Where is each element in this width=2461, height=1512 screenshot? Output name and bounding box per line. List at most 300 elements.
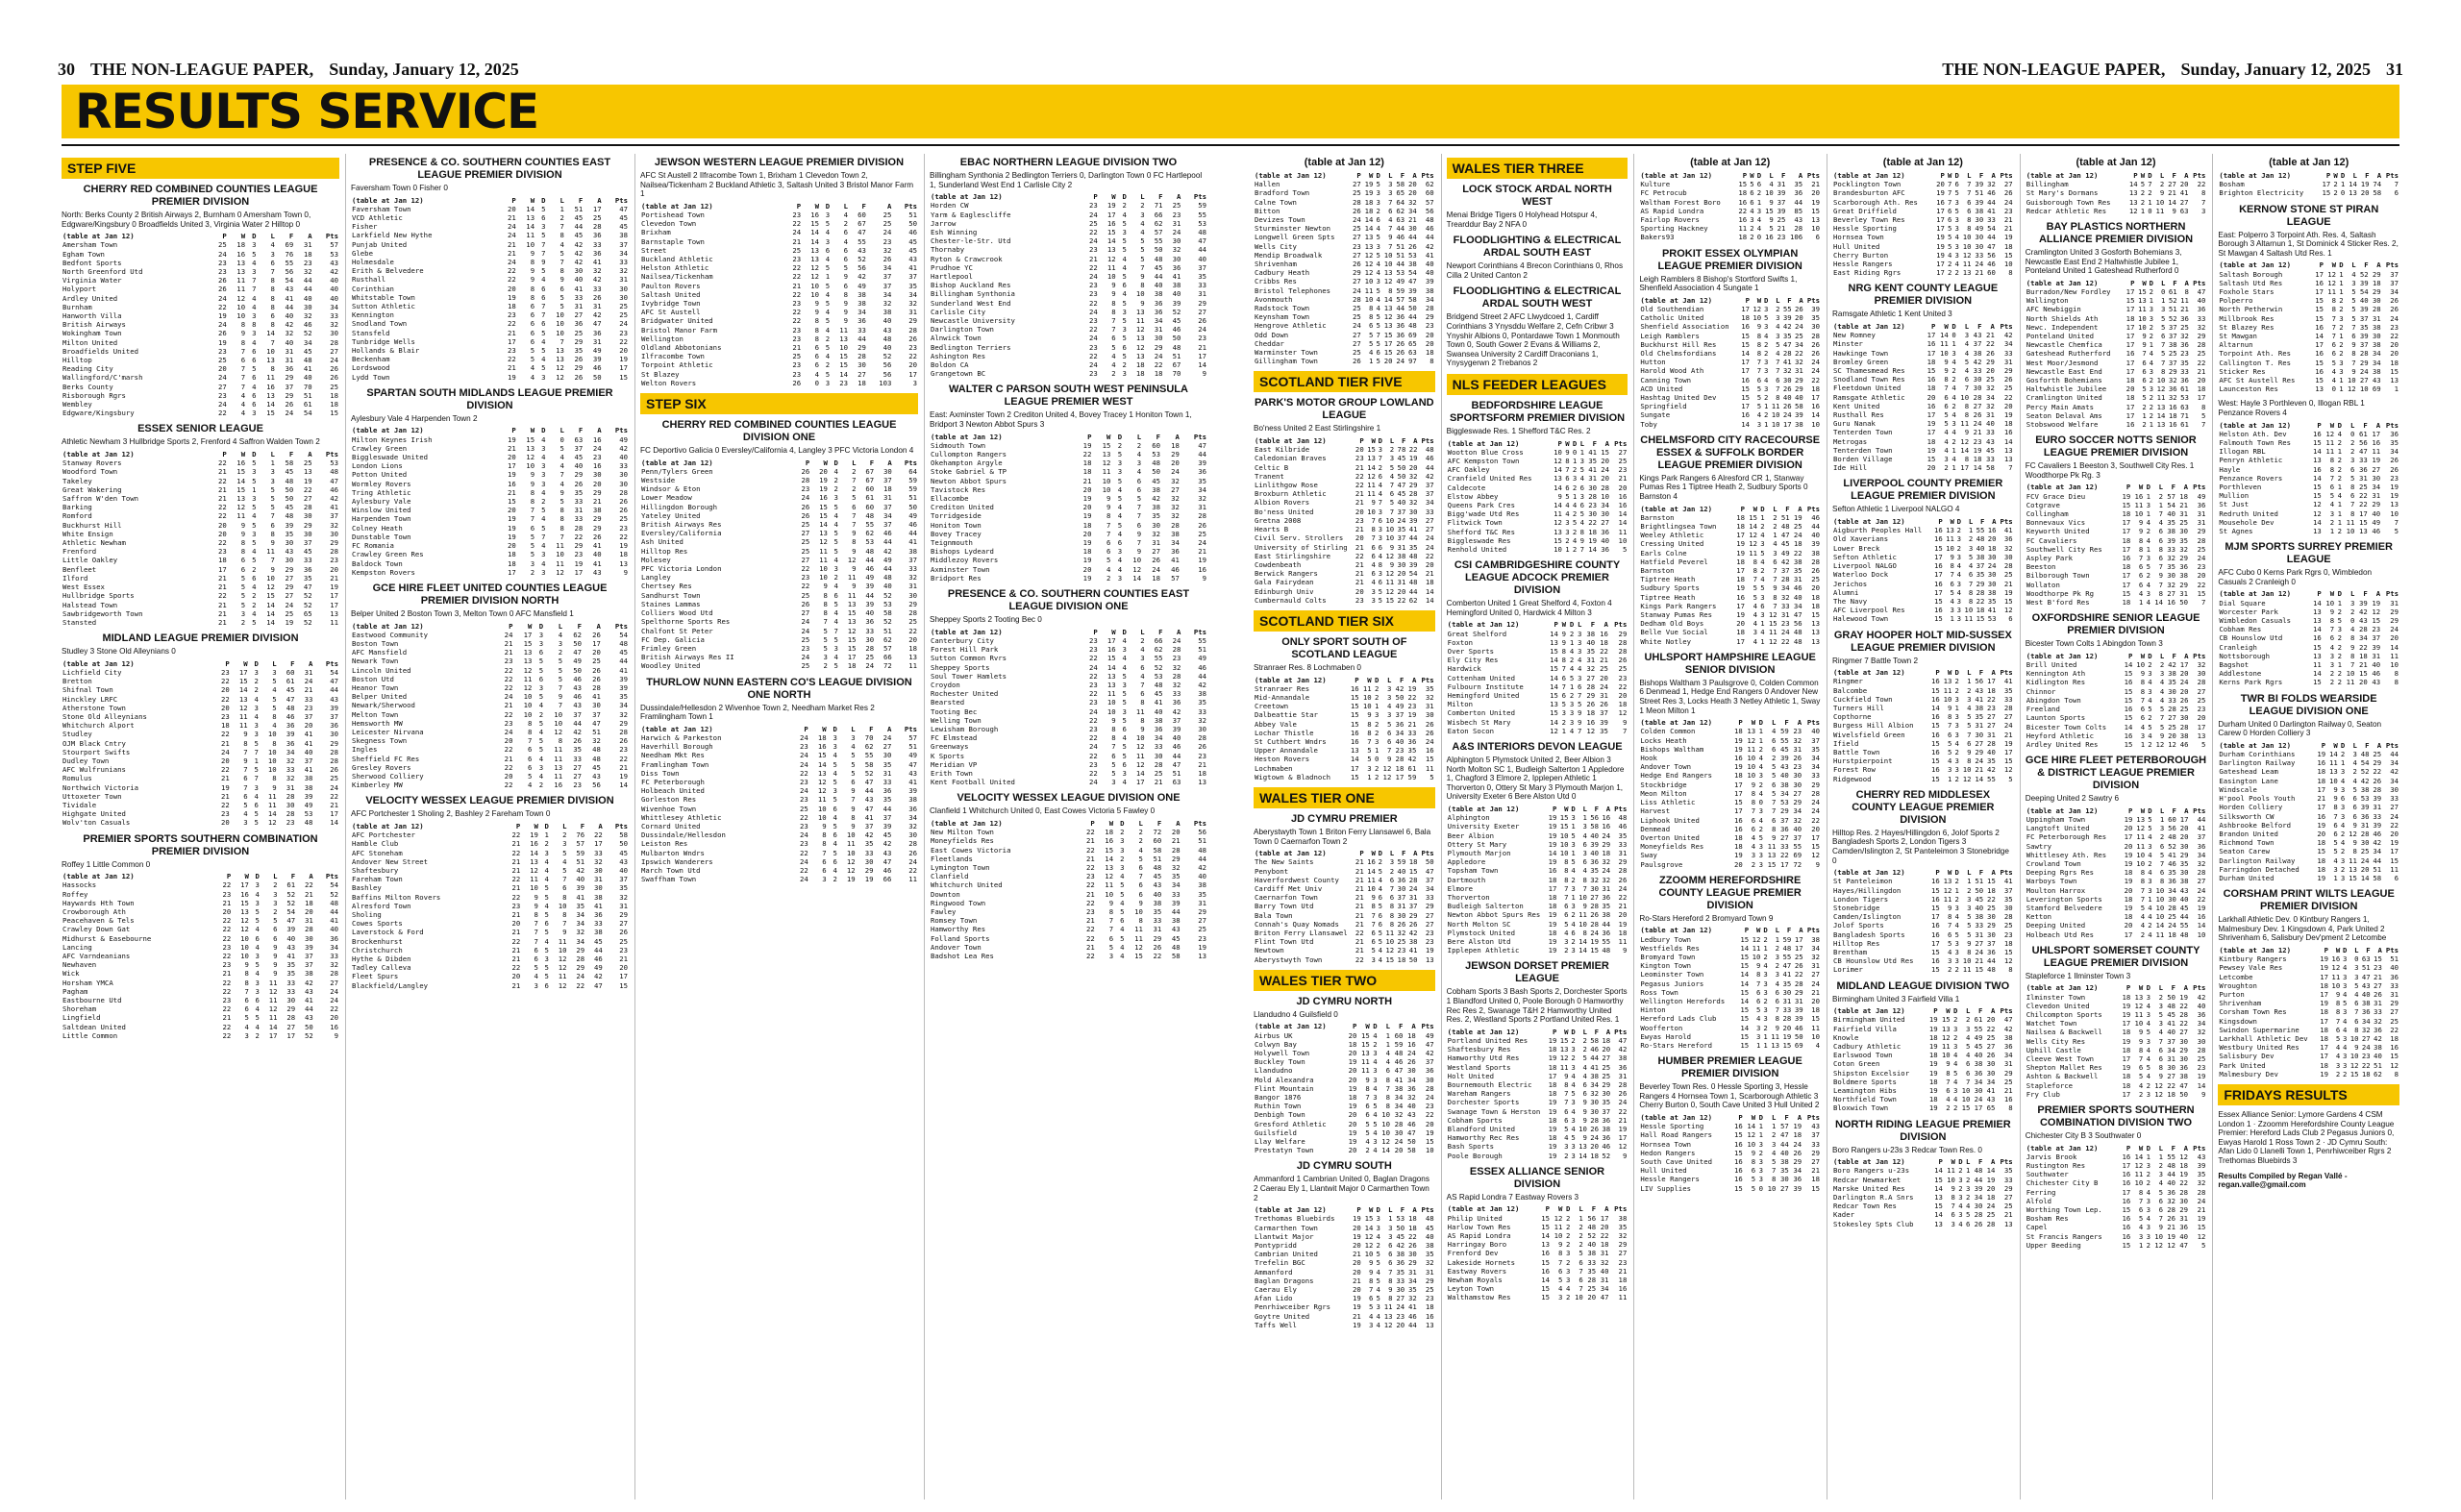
stat-cell: 2 bbox=[1758, 824, 1764, 833]
stat-cell: 53 bbox=[1396, 1214, 1405, 1224]
stat-cell: 14 bbox=[1747, 1122, 1756, 1131]
team-name: Hollands & Blair bbox=[352, 346, 420, 356]
stat-cell: 13 bbox=[1550, 700, 1558, 709]
stat-cell: 16 bbox=[1736, 592, 1745, 602]
stat-cell: 12 bbox=[1382, 772, 1392, 781]
table-row bbox=[930, 521, 1207, 530]
stat-cell: 19 bbox=[819, 484, 828, 494]
stat-cell: 5 bbox=[1122, 698, 1127, 707]
league-block bbox=[1447, 184, 1628, 229]
stat-cell: 28 bbox=[1425, 1083, 1434, 1093]
stat-cell: 3 bbox=[1571, 1115, 1576, 1125]
table-row bbox=[1639, 376, 1821, 384]
stat-cell: 23 bbox=[504, 657, 513, 666]
results-column bbox=[1441, 154, 1628, 1500]
stat-cell: 37 bbox=[304, 960, 313, 970]
stat-cell: 9 bbox=[243, 756, 248, 765]
stat-cell: 10 bbox=[1764, 188, 1774, 198]
stat-cell: 39 bbox=[1600, 717, 1608, 727]
stat-cell: 18 bbox=[1082, 459, 1092, 468]
table-header-cell: P bbox=[1742, 171, 1748, 180]
stat-cell: 2 bbox=[1378, 462, 1383, 472]
stat-cell: 8 bbox=[1751, 798, 1756, 807]
stat-cell: 35 bbox=[286, 960, 296, 970]
stat-cell: 3 bbox=[1760, 610, 1765, 620]
table-header-cell: D bbox=[1764, 295, 1769, 305]
stat-cell: 3 bbox=[1775, 970, 1780, 979]
stat-cell: 30 bbox=[1172, 254, 1181, 263]
stat-cell: 35 bbox=[1397, 525, 1406, 534]
table-header-cell: L bbox=[562, 821, 567, 830]
stat-cell: 19 bbox=[1793, 1122, 1802, 1131]
stat-cell: 26 bbox=[1396, 338, 1405, 348]
stat-cell: 8 bbox=[1776, 393, 1780, 403]
table-header-cell: F bbox=[290, 658, 295, 668]
stat-cell: 48 bbox=[1425, 215, 1434, 225]
stat-cell: 19 bbox=[1425, 1128, 1434, 1137]
stat-cell: 29 bbox=[1153, 933, 1162, 943]
table-header-cell: D bbox=[1120, 818, 1125, 828]
table-row bbox=[62, 880, 339, 889]
stat-cell: 5 bbox=[1772, 1156, 1777, 1166]
stat-cell: 20 bbox=[592, 479, 602, 488]
stat-cell: 34 bbox=[1198, 484, 1206, 494]
stat-cell: 69 bbox=[1408, 330, 1417, 339]
stat-cell: 9 bbox=[1564, 1071, 1569, 1080]
stat-cell: 45 bbox=[908, 245, 917, 255]
stat-cell: 18 bbox=[1548, 875, 1557, 884]
stat-cell: 9 bbox=[1769, 197, 1774, 207]
stat-cell: 48 bbox=[619, 638, 628, 648]
stat-cell: 27 bbox=[217, 382, 227, 391]
stat-cell: 33 bbox=[858, 325, 866, 335]
stat-cell: 20 bbox=[221, 685, 230, 695]
stat-cell: 26 bbox=[1153, 942, 1162, 952]
stat-cell: 32 bbox=[1602, 857, 1611, 867]
stat-cell: 36 bbox=[1602, 893, 1611, 902]
league-title: JEWSON DORSET PREMIER LEAGUE bbox=[1465, 960, 1609, 985]
table-row bbox=[930, 308, 1207, 316]
stat-cell: 26 bbox=[801, 502, 810, 511]
stat-cell: 18 bbox=[1082, 547, 1092, 557]
stat-cell: 23 bbox=[222, 942, 232, 952]
team-name: Guilsfield bbox=[1255, 1128, 1297, 1137]
stat-cell: 8 bbox=[1429, 357, 1434, 366]
stat-cell: 10 bbox=[1559, 839, 1569, 849]
stat-cell: 6 bbox=[1369, 1294, 1374, 1303]
stat-cell: 36 bbox=[1397, 875, 1406, 884]
stat-cell: 31 bbox=[619, 275, 628, 285]
stat-cell: 52 bbox=[882, 617, 892, 627]
stat-cell: 47 bbox=[286, 694, 295, 704]
stat-cell: 5 bbox=[1376, 250, 1380, 260]
stat-cell: 5 bbox=[1122, 236, 1127, 246]
table-row bbox=[1447, 1045, 1628, 1053]
team-name: Moneyfields Res bbox=[931, 836, 994, 846]
stat-cell: 6 bbox=[1582, 839, 1587, 849]
stat-cell: 5 bbox=[252, 538, 257, 548]
league-results: Leigh Ramblers 8 Bishop's Stortford Swifts 1, Shenfield Association 4 Sungate 1 bbox=[1639, 274, 1798, 293]
stat-cell: 3 bbox=[541, 567, 546, 577]
stat-cell: 7 bbox=[1579, 1284, 1583, 1294]
stat-cell: 11 bbox=[266, 373, 275, 383]
stat-cell: 46 bbox=[330, 484, 338, 494]
stat-cell: 4 bbox=[541, 355, 546, 364]
table-row bbox=[62, 996, 339, 1004]
stat-cell: 19 bbox=[217, 311, 227, 321]
stat-cell: 13 bbox=[303, 467, 312, 477]
table-header-cell: A bbox=[1605, 804, 1611, 813]
table-row bbox=[640, 290, 918, 299]
stat-cell: 20 bbox=[304, 906, 313, 916]
stat-cell: 8 bbox=[1138, 916, 1143, 926]
stat-cell: 42 bbox=[882, 546, 892, 556]
stat-cell: 33 bbox=[619, 258, 628, 267]
table-header-cell: L bbox=[852, 458, 857, 467]
stat-cell: 39 bbox=[286, 925, 296, 934]
stat-cell: 20 bbox=[1348, 1110, 1357, 1120]
table-header-cell: (table at Jan 12) bbox=[1447, 1027, 1520, 1036]
league-title: PREMIER SPORTS SOUTHERN COMBINATION PREMIER DIVISION bbox=[83, 832, 318, 857]
stat-cell: 20 bbox=[1736, 619, 1745, 629]
table-header-cell: A bbox=[308, 658, 313, 668]
stat-cell: 6 bbox=[814, 343, 819, 353]
league-block bbox=[640, 677, 918, 884]
stat-cell: 12 bbox=[1364, 1231, 1374, 1241]
stat-cell: 3 bbox=[252, 329, 257, 338]
stat-cell: 14 bbox=[819, 520, 828, 530]
stat-cell: 38 bbox=[1618, 1213, 1628, 1223]
stat-cell: 32 bbox=[882, 245, 892, 255]
stat-cell: 2 bbox=[1569, 629, 1575, 638]
stat-cell: 20 bbox=[507, 541, 516, 551]
stat-cell: 5 bbox=[273, 916, 278, 926]
stat-cell: 8 bbox=[1561, 656, 1567, 665]
stat-cell: 5 bbox=[1376, 1294, 1380, 1303]
stat-cell: 14 bbox=[1548, 848, 1557, 857]
stat-cell: 12 bbox=[266, 582, 275, 592]
stat-cell: 24 bbox=[801, 653, 810, 662]
stat-cell: 22 bbox=[507, 319, 516, 329]
table-row bbox=[351, 435, 629, 444]
stat-cell: 40 bbox=[1811, 531, 1821, 540]
table-header-cell: A bbox=[886, 201, 892, 211]
stat-cell: 20 bbox=[1355, 586, 1364, 596]
stat-cell: 32 bbox=[1397, 928, 1406, 937]
stat-cell: 4 bbox=[1106, 564, 1111, 574]
stat-cell: 31 bbox=[1198, 503, 1206, 512]
stat-cell: 1 bbox=[1775, 934, 1780, 944]
table-row bbox=[1639, 736, 1821, 745]
stat-cell: 41 bbox=[1590, 1062, 1600, 1072]
stat-cell: 42 bbox=[1425, 1048, 1434, 1057]
team-name: Flint Mountain bbox=[1255, 1083, 1314, 1093]
table-header-cell: F bbox=[1594, 804, 1600, 813]
stat-cell: 4 bbox=[851, 742, 856, 752]
table-header-cell: (table at Jan 12) bbox=[931, 627, 1003, 636]
table-header-cell: L bbox=[1388, 171, 1393, 180]
table-header-cell: (table at Jan 12) bbox=[1255, 1205, 1327, 1215]
stat-cell: 18 bbox=[330, 390, 338, 400]
stat-cell: 55 bbox=[864, 751, 874, 760]
stat-cell: 54 bbox=[1408, 569, 1418, 579]
stat-cell: 41 bbox=[1425, 250, 1434, 260]
stat-cell: 20 bbox=[222, 906, 232, 916]
league-results: Ro-Stars Hereford 2 Bromyard Town 9 bbox=[1639, 913, 1774, 923]
stat-cell: 23 bbox=[1089, 245, 1098, 255]
league-block bbox=[1447, 960, 1628, 1159]
stat-cell: 17 bbox=[1794, 943, 1803, 953]
stat-cell: 17 bbox=[1548, 1071, 1557, 1080]
tier-heading: STEP SIX bbox=[640, 393, 918, 414]
stat-cell: 5 bbox=[825, 281, 831, 290]
stat-cell: 2 bbox=[1775, 943, 1780, 953]
stat-cell: 35 bbox=[1408, 1285, 1417, 1295]
team-name: Connah's Quay Nomads bbox=[1255, 919, 1339, 929]
stat-cell: 20 bbox=[619, 963, 628, 973]
table-header-cell: D bbox=[541, 426, 546, 435]
stat-cell: 5 bbox=[252, 476, 257, 485]
stat-cell: 3 bbox=[1376, 241, 1380, 251]
stat-cell: 34 bbox=[1154, 733, 1163, 743]
stat-cell: 24 bbox=[1590, 928, 1600, 937]
stat-cell: 37 bbox=[1397, 507, 1406, 516]
stat-cell: 5 bbox=[544, 892, 549, 902]
stat-cell: 22 bbox=[1089, 262, 1098, 272]
stat-cell: 4 bbox=[255, 942, 260, 952]
table-row bbox=[1254, 295, 1435, 304]
stat-cell: 17 bbox=[1618, 1133, 1628, 1143]
stat-cell: 33 bbox=[573, 754, 582, 763]
table-header-cell: W bbox=[1111, 192, 1116, 202]
stat-cell: 3 bbox=[534, 980, 538, 990]
stat-cell: 4 bbox=[1122, 254, 1127, 263]
team-name: Hallen bbox=[1255, 180, 1280, 189]
stat-cell: 22 bbox=[504, 682, 513, 692]
table-header-cell: D bbox=[1117, 432, 1123, 441]
stat-cell: 7 bbox=[1365, 1093, 1370, 1102]
table-row bbox=[1254, 224, 1435, 233]
stat-cell: 14 bbox=[1550, 629, 1558, 638]
table-header-cell: (table at Jan 12) bbox=[1640, 295, 1713, 305]
table-row bbox=[1639, 851, 1821, 859]
team-name: Brixham bbox=[641, 228, 671, 237]
team-name: Wembley bbox=[62, 400, 92, 409]
stat-cell: 22 bbox=[1085, 925, 1095, 934]
table-row bbox=[1639, 1032, 1821, 1041]
stat-cell: 38 bbox=[1811, 934, 1821, 944]
table-header-cell: A bbox=[1413, 436, 1418, 446]
stat-cell: 30 bbox=[1602, 1089, 1611, 1099]
team-name: Belper United bbox=[352, 692, 408, 702]
stat-cell: 22 bbox=[217, 503, 227, 512]
stat-cell: 4 bbox=[558, 630, 563, 639]
stat-cell: 19 bbox=[1618, 1125, 1628, 1134]
league-block bbox=[1254, 397, 1435, 604]
stat-cell: 25 bbox=[285, 608, 294, 618]
stat-cell: 40 bbox=[882, 343, 892, 353]
stat-cell: 7 bbox=[243, 747, 248, 756]
stat-cell: 13 bbox=[1106, 680, 1116, 689]
stat-cell: 23 bbox=[1089, 724, 1098, 733]
table-row bbox=[1639, 207, 1821, 215]
stat-cell: 22 bbox=[511, 892, 521, 902]
stat-cell: 14 bbox=[1579, 946, 1587, 955]
stat-cell: 23 bbox=[792, 369, 802, 379]
table-header-cell: L bbox=[1582, 804, 1587, 813]
stat-cell: 12 bbox=[1554, 456, 1562, 465]
stat-cell: 5 bbox=[541, 346, 546, 356]
stat-cell: 14 bbox=[1740, 970, 1750, 979]
stat-cell: 3 bbox=[541, 372, 546, 382]
stat-cell: 24 bbox=[217, 249, 227, 259]
stat-cell: 17 bbox=[619, 972, 628, 981]
team-name: Dedham Old Boys bbox=[1640, 619, 1704, 629]
table-row bbox=[1639, 575, 1821, 583]
stat-cell: 6 bbox=[1378, 578, 1383, 587]
table-row bbox=[640, 813, 918, 822]
table-header-cell: P bbox=[222, 450, 227, 459]
stat-cell: 7 bbox=[240, 346, 246, 356]
stat-cell: 2 bbox=[1582, 1045, 1587, 1054]
stat-cell: 23 bbox=[1407, 702, 1417, 711]
stat-cell: 2 bbox=[852, 484, 857, 494]
stat-cell: 8 bbox=[562, 892, 567, 902]
stat-cell: 5 bbox=[825, 369, 831, 379]
stat-cell: 4 bbox=[1764, 331, 1769, 340]
stat-cell: 8 bbox=[823, 599, 828, 608]
stat-cell: 23 bbox=[1089, 680, 1098, 689]
stat-cell: 18 bbox=[1600, 1240, 1609, 1250]
league-results: Menai Bridge Tigers 0 Holyhead Hotspur 4, Trearddur Bay 2 NFA 0 bbox=[1446, 211, 1598, 229]
stat-cell: 24 bbox=[1089, 307, 1098, 316]
stat-cell: 5 bbox=[825, 299, 831, 309]
team-name: Cardiff Met Univ bbox=[1255, 883, 1323, 893]
stat-cell: 8 bbox=[1106, 511, 1111, 521]
stat-cell: 29 bbox=[1352, 268, 1361, 278]
stat-cell: 10 bbox=[1579, 893, 1587, 902]
team-name: Oldland Abbotonians bbox=[641, 343, 722, 353]
stat-cell: 4 bbox=[1385, 1057, 1391, 1067]
stat-cell: 53 bbox=[330, 249, 338, 259]
stat-cell: 2 bbox=[1365, 1146, 1370, 1155]
team-name: Milton United bbox=[62, 337, 118, 347]
table-header-cell: A bbox=[308, 232, 312, 241]
stat-cell: 3 bbox=[254, 782, 259, 792]
stat-cell: 6 bbox=[1136, 520, 1142, 530]
stat-cell: 21 bbox=[222, 1013, 232, 1023]
stat-cell: 23 bbox=[1355, 454, 1364, 463]
stat-cell: 41 bbox=[592, 692, 601, 702]
stat-cell: 20 bbox=[504, 736, 513, 746]
stat-cell: 7 bbox=[1389, 507, 1395, 516]
table-row bbox=[1447, 1249, 1628, 1257]
stat-cell: 24 bbox=[1154, 351, 1163, 360]
stat-cell: 45 bbox=[574, 213, 584, 222]
stat-cell: 4 bbox=[1122, 778, 1127, 787]
stat-cell: 8 bbox=[558, 736, 563, 746]
stat-cell: 52 bbox=[882, 590, 892, 600]
table-row bbox=[1254, 463, 1435, 472]
stat-cell: 2 bbox=[825, 334, 831, 343]
stat-cell: 49 bbox=[858, 281, 866, 290]
table-row bbox=[930, 530, 1207, 538]
stat-cell: 4 bbox=[833, 608, 838, 618]
stat-cell: 28 bbox=[1587, 1276, 1597, 1285]
stat-cell: 3 bbox=[1389, 857, 1395, 867]
stat-cell: 37 bbox=[882, 520, 892, 530]
stat-cell: 10 bbox=[240, 951, 249, 960]
stat-cell: 16 bbox=[1548, 866, 1557, 876]
table-row bbox=[1254, 946, 1435, 954]
stat-cell: 15 bbox=[1383, 330, 1393, 339]
stat-cell: 31 bbox=[882, 768, 892, 778]
stat-cell: 38 bbox=[1198, 689, 1206, 699]
team-name: Bedlington Terriers bbox=[931, 342, 1011, 352]
team-name: Cressing United bbox=[1640, 539, 1704, 549]
table-row bbox=[1639, 816, 1821, 825]
stat-cell: 10 bbox=[1102, 476, 1111, 485]
league-table-body bbox=[351, 830, 629, 990]
stat-cell: 22 bbox=[1600, 1231, 1609, 1241]
stat-cell: 4 bbox=[1579, 518, 1584, 528]
stat-cell: 35 bbox=[882, 795, 892, 805]
team-name: Tavistock Res bbox=[931, 484, 986, 494]
stat-cell: 14 bbox=[267, 809, 277, 819]
stat-cell: 5 bbox=[538, 736, 544, 746]
stat-cell: 17 bbox=[217, 564, 227, 574]
team-name: Creetown bbox=[1255, 702, 1289, 711]
stat-cell: 23 bbox=[1396, 1311, 1405, 1321]
stat-cell: 39 bbox=[330, 703, 338, 712]
table-header-cell: F bbox=[1156, 818, 1162, 828]
stat-cell: 8 bbox=[1140, 281, 1145, 290]
stat-cell: 22 bbox=[1089, 298, 1098, 308]
stat-cell: 37 bbox=[1811, 735, 1821, 745]
stat-cell: 14 bbox=[268, 1022, 278, 1031]
stat-cell: 10 bbox=[1747, 754, 1756, 763]
stat-cell: 8 bbox=[1756, 339, 1762, 349]
stat-cell: 6 bbox=[530, 319, 535, 329]
stat-cell: 3 bbox=[1122, 325, 1127, 335]
table-row bbox=[640, 627, 918, 635]
stat-cell: 19 bbox=[1348, 1083, 1357, 1093]
table-row bbox=[930, 369, 1207, 378]
stat-cell: 29 bbox=[592, 523, 602, 533]
stat-cell: 9 bbox=[852, 582, 857, 591]
team-name: Horden CW bbox=[931, 201, 969, 211]
stat-cell: 16 bbox=[1733, 754, 1743, 763]
stat-cell: 5 bbox=[833, 777, 837, 786]
team-name: FC Dep. Galicia bbox=[641, 634, 705, 644]
page-number-right: 31 bbox=[2386, 60, 2403, 79]
table-header-cell: P bbox=[511, 195, 516, 205]
stat-cell: 8 bbox=[527, 718, 533, 728]
stat-cell: 28 bbox=[330, 747, 338, 756]
league-table-header-row bbox=[930, 628, 1207, 636]
stat-cell: 22 bbox=[330, 1004, 338, 1014]
stat-cell: 3 bbox=[252, 267, 257, 276]
stat-cell: 8 bbox=[240, 547, 246, 557]
stat-cell: 5 bbox=[1108, 942, 1114, 952]
stat-cell: 3 bbox=[1373, 1066, 1378, 1076]
stat-cell: 43 bbox=[1407, 1110, 1416, 1120]
stat-cell: 41 bbox=[864, 812, 874, 822]
stat-cell: 18 bbox=[1154, 369, 1163, 379]
team-name: Amersham Town bbox=[62, 240, 118, 250]
stat-cell: 30 bbox=[1397, 910, 1406, 920]
stat-cell: 36 bbox=[330, 933, 338, 943]
